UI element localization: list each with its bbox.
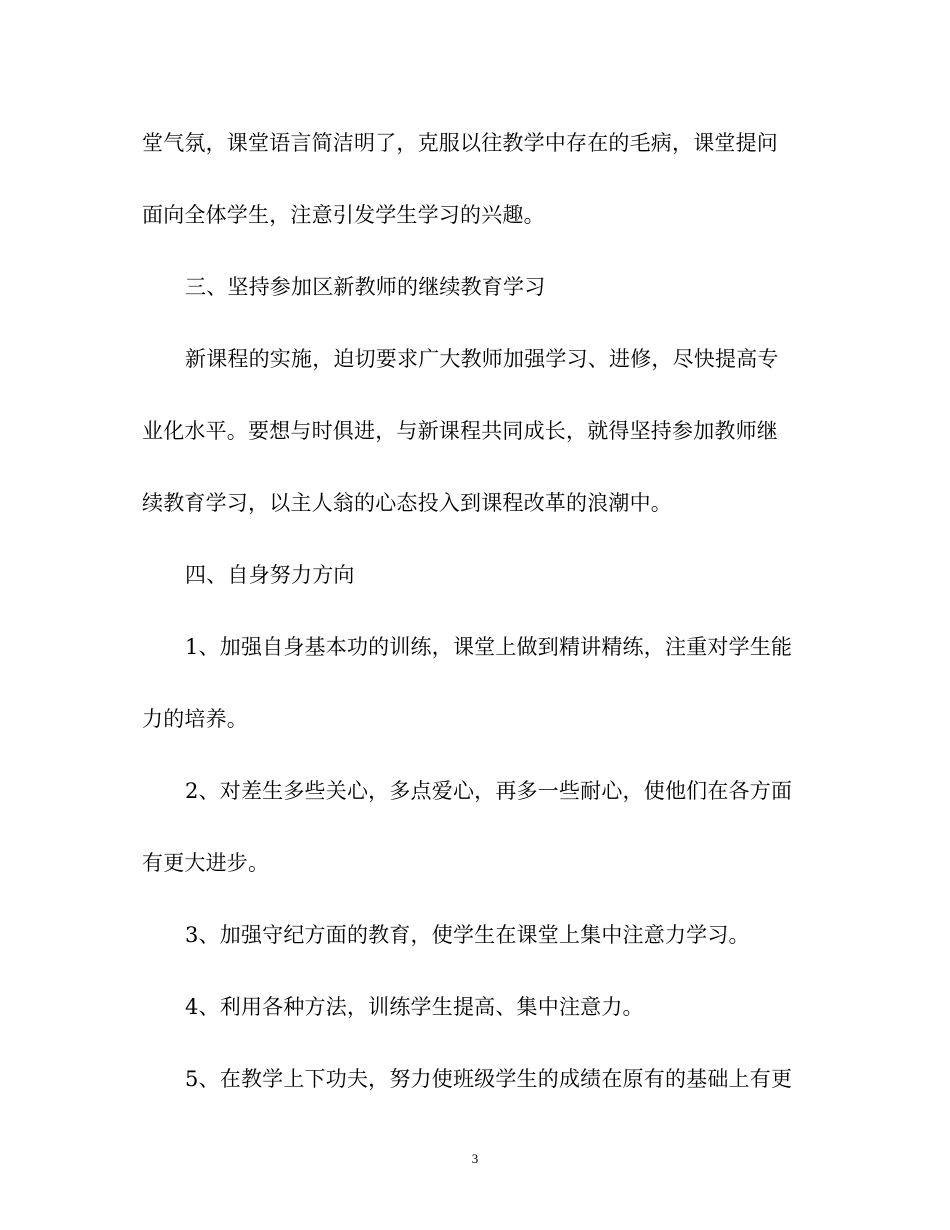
body-text-line: 业化水平。要想与时俱进，与新课程共同成长，就得坚持参加教师继 — [142, 419, 778, 443]
section-heading: 四、自身努力方向 — [185, 563, 355, 587]
body-text-line: 堂气氛，课堂语言简洁明了，克服以往教学中存在的毛病，课堂提问 — [142, 131, 778, 155]
body-text-line: 续教育学习，以主人翁的心态投入到课程改革的浪潮中。 — [142, 491, 672, 515]
body-text-line: 面向全体学生，注意引发学生学习的兴趣。 — [142, 203, 545, 227]
list-item: 5、在教学上下功夫，努力使班级学生的成绩在原有的基础上有更 — [185, 1067, 793, 1091]
list-item: 4、利用各种方法，训练学生提高、集中注意力。 — [185, 995, 644, 1019]
list-item-continuation: 有更大进步。 — [142, 851, 270, 875]
list-item-continuation: 力的培养。 — [142, 707, 248, 731]
list-item: 3、加强守纪方面的教育，使学生在课堂上集中注意力学习。 — [185, 923, 750, 947]
section-heading: 三、坚持参加区新教师的继续教育学习 — [185, 275, 546, 299]
list-item: 2、对差生多些关心，多点爱心，再多一些耐心，使他们在各方面 — [185, 779, 793, 803]
list-item: 1、加强自身基本功的训练，课堂上做到精讲精练，注重对学生能 — [185, 635, 793, 659]
page-number: 3 — [471, 1151, 479, 1166]
body-text-line: 新课程的实施，迫切要求广大教师加强学习、进修，尽快提高专 — [185, 347, 779, 371]
